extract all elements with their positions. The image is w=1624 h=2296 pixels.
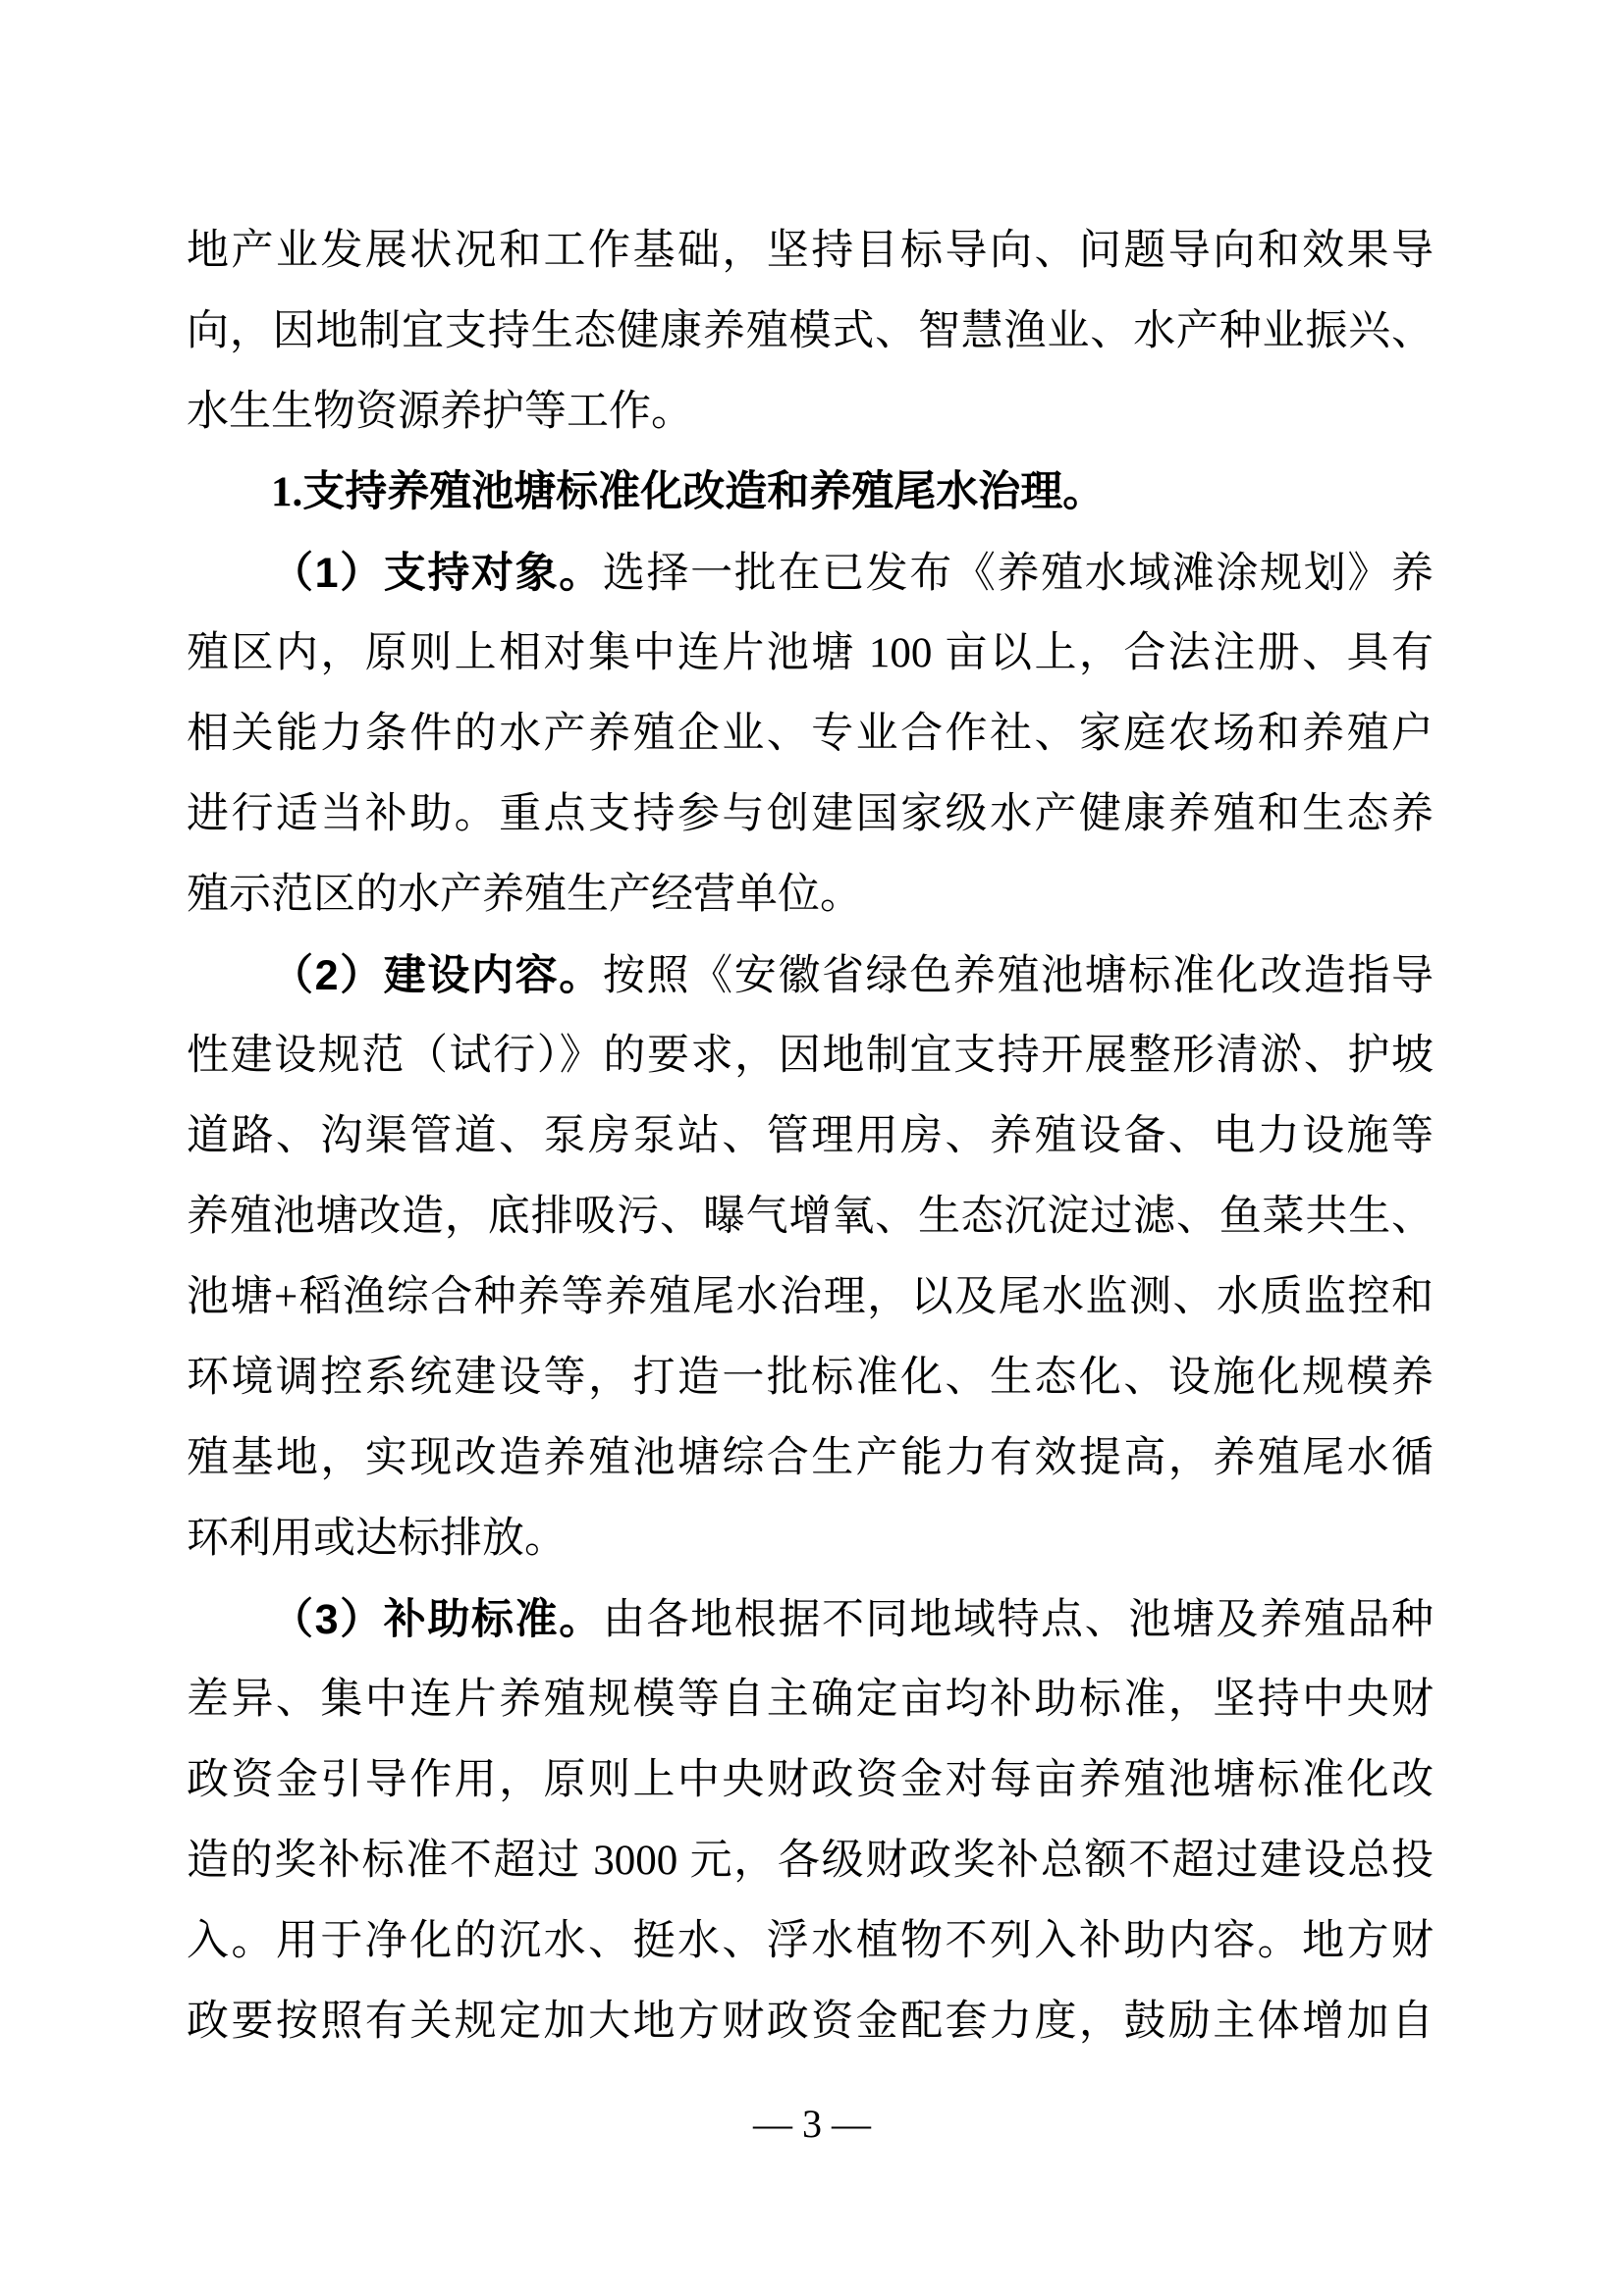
text-line bbox=[187, 1016, 1434, 1096]
text-line bbox=[187, 1499, 1434, 1579]
text-line bbox=[187, 1177, 1434, 1257]
text-line bbox=[187, 372, 1434, 453]
body-text-segment: 殖区内，原则上相对集中连片池塘 100 亩以上，合法注册、具有 bbox=[187, 630, 1434, 676]
text-line bbox=[187, 614, 1434, 694]
lead-in-heading-segment: （3）补助标准。 bbox=[271, 1596, 603, 1643]
text-line bbox=[187, 1982, 1434, 2062]
numbered-heading-segment: 1.支持养殖池塘标准化改造和养殖尾水治理。 bbox=[271, 469, 1106, 515]
text-line bbox=[187, 292, 1434, 372]
body-text-segment: 殖基地，实现改造养殖池塘综合生产能力有效提高，养殖尾水循 bbox=[187, 1435, 1434, 1481]
body-text-segment: 性建设规范（试行）》的要求，因地制宜支持开展整形清淤、护坡 bbox=[187, 1033, 1434, 1079]
body-text-segment: 水生生物资源养护等工作。 bbox=[187, 389, 693, 435]
text-line bbox=[187, 1660, 1434, 1740]
text-line bbox=[187, 1257, 1434, 1338]
text-line bbox=[187, 855, 1434, 935]
body-text-segment: 政要按照有关规定加大地方财政资金配套力度，鼓励主体增加自 bbox=[187, 1999, 1434, 2045]
body-text-segment: 入。用于净化的沉水、挺水、浮水植物不列入补助内容。地方财 bbox=[187, 1918, 1434, 1964]
body-text-segment: 按照《安徽省绿色养殖池塘标准化改造指导 bbox=[602, 953, 1435, 999]
body-text-segment: 环利用或达标排放。 bbox=[187, 1516, 567, 1562]
lead-in-heading-segment: （1）支持对象。 bbox=[271, 550, 603, 597]
body-text-segment: 造的奖补标准不超过 3000 元，各级财政奖补总额不超过建设总投 bbox=[187, 1838, 1434, 1884]
body-text-segment: 环境调控系统建设等，打造一批标准化、生态化、设施化规模养 bbox=[187, 1355, 1434, 1401]
body-text-segment: 选择一批在已发布《养殖水域滩涂规划》养 bbox=[602, 551, 1435, 597]
text-line bbox=[187, 774, 1434, 855]
text-line bbox=[187, 1418, 1434, 1499]
body-text-segment: 殖示范区的水产养殖生产经营单位。 bbox=[187, 872, 862, 918]
text-line bbox=[187, 935, 1434, 1016]
body-text-segment: 道路、沟渠管道、泵房泵站、管理用房、养殖设备、电力设施等 bbox=[187, 1113, 1434, 1159]
body-text-segment: 池塘+稻渔综合种养等养殖尾水治理，以及尾水监测、水质监控和 bbox=[187, 1274, 1434, 1320]
body-text-segment: 由各地根据不同地域特点、池塘及养殖品种 bbox=[602, 1597, 1435, 1643]
text-line bbox=[187, 1740, 1434, 1821]
text-line bbox=[187, 1579, 1434, 1660]
text-line bbox=[187, 453, 1434, 533]
text-line bbox=[187, 1096, 1434, 1177]
body-text-segment: 相关能力条件的水产养殖企业、专业合作社、家庭农场和养殖户 bbox=[187, 711, 1434, 757]
text-line bbox=[187, 694, 1434, 774]
body-text-segment: 地产业发展状况和工作基础，坚持目标导向、问题导向和效果导 bbox=[187, 228, 1434, 274]
text-line bbox=[187, 1338, 1434, 1418]
lead-in-heading-segment: （2）建设内容。 bbox=[271, 952, 603, 999]
text-line bbox=[187, 1821, 1434, 1901]
text-line bbox=[187, 533, 1434, 614]
text-line bbox=[187, 1901, 1434, 1982]
body-text-segment: 政资金引导作用，原则上中央财政资金对每亩养殖池塘标准化改 bbox=[187, 1757, 1434, 1803]
body-text-segment: 养殖池塘改造，底排吸污、曝气增氧、生态沉淀过滤、鱼菜共生、 bbox=[187, 1194, 1434, 1240]
body-text-segment: 差异、集中连片养殖规模等自主确定亩均补助标准，坚持中央财 bbox=[187, 1677, 1434, 1723]
body-text-segment: 向，因地制宜支持生态健康养殖模式、智慧渔业、水产种业振兴、 bbox=[187, 308, 1434, 354]
body-text-segment: 进行适当补助。重点支持参与创建国家级水产健康养殖和生态养 bbox=[187, 791, 1434, 837]
page-footer bbox=[0, 2102, 1624, 2147]
page-number: — 3 — bbox=[753, 2102, 871, 2146]
text-line bbox=[187, 211, 1434, 292]
